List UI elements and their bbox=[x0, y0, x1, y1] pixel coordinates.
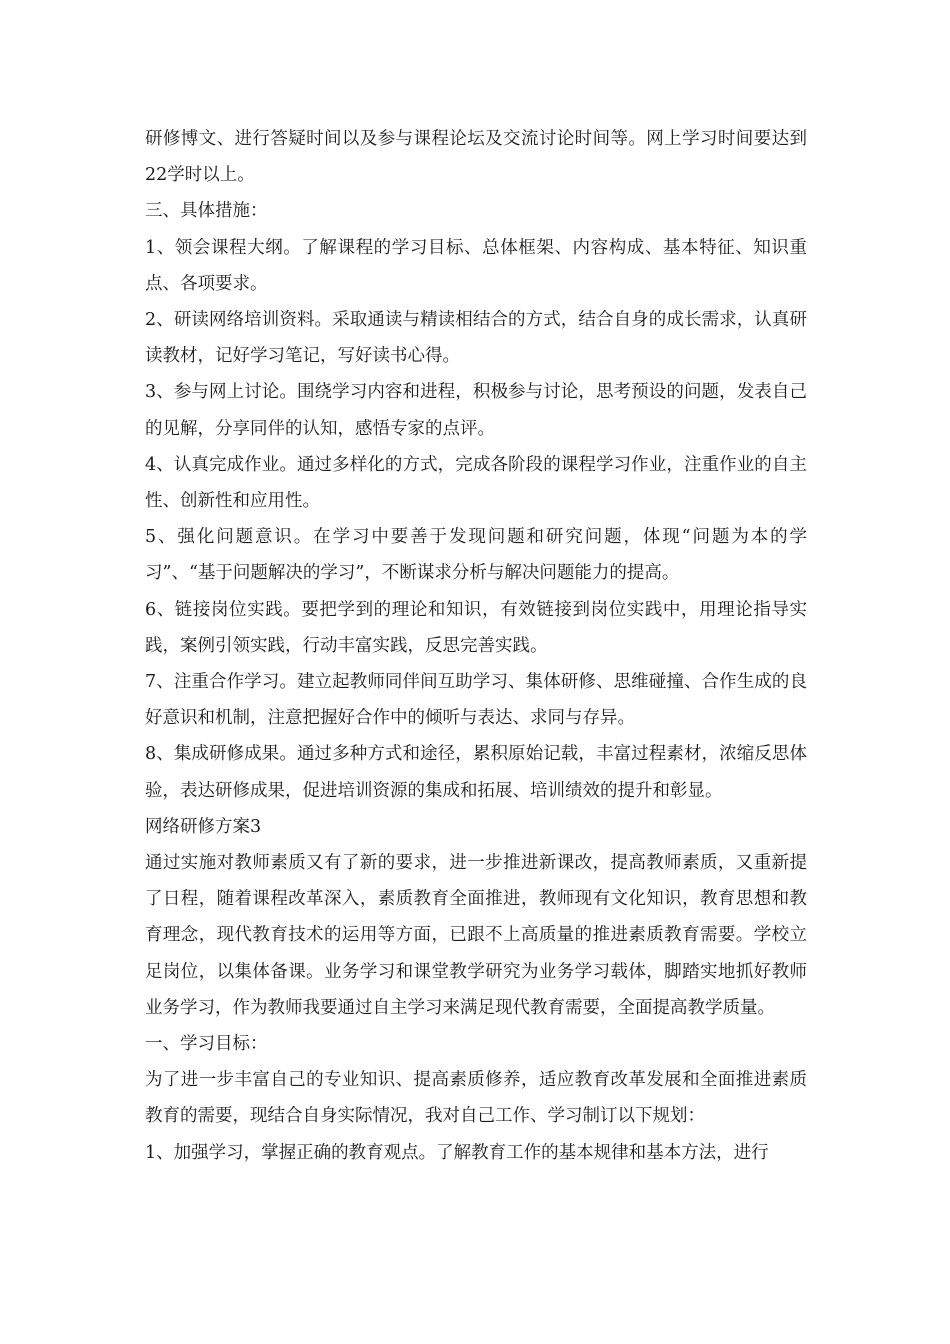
list-item: 2、研读网络培训资料。采取通读与精读相结合的方式，结合自身的成长需求，认真研读教材，记好学习笔记，写好读书心得。 bbox=[145, 310, 807, 367]
list-item: 5、强化问题意识。在学习中要善于发现问题和研究问题，体现“问题为本的学习”、“基于问题解决的学习”，不断谋求分析与解决问题能力的提高。 bbox=[145, 527, 807, 584]
section-heading: 一、学习目标： bbox=[145, 1034, 268, 1055]
list-item: 8、集成研修成果。通过多种方式和途径，累积原始记载，丰富过程素材，浓缩反思体验，表达研修成果，促进培训资源的集成和拓展、培训绩效的提升和彰显。 bbox=[145, 744, 807, 801]
paragraph: 为了进一步丰富自己的专业知识、提高素质修养，适应教育改革发展和全面推进素质教育的需要，现结合自身实际情况，我对自己工作、学习制订以下规划： bbox=[145, 1070, 807, 1127]
list-item: 7、注重合作学习。建立起教师同伴间互助学习、集体研修、思维碰撞、合作生成的良好意识和机制，注意把握好合作中的倾听与表达、求同与存异。 bbox=[145, 672, 807, 729]
document-body bbox=[145, 121, 807, 1171]
list-item: 6、链接岗位实践。要把学到的理论和知识，有效链接到岗位实践中，用理论指导实践，案例引领实践，行动丰富实践，反思完善实践。 bbox=[145, 599, 807, 656]
section-heading: 三、具体措施： bbox=[145, 201, 268, 222]
list-item: 4、认真完成作业。通过多样化的方式，完成各阶段的课程学习作业，注重作业的自主性、创新性和应用性。 bbox=[145, 454, 807, 512]
paragraph: 通过实施对教师素质又有了新的要求，进一步推进新课改，提高教师素质，又重新提了日程，随着课程改革深入，素质教育全面推进，教师现有文化知识，教育思想和教育理念，现代教育技术的运用等方面，已跟不上高质量的推进素质教育需要。学校立足岗位，以集体备课。业务学习和课堂教学研究为业务学习载体，脚踏实地抓好教师业务学习，作为教师我要通过自主学习来满足现代教育需要，全面提高教学质量。 bbox=[145, 853, 807, 1018]
paragraph: 研修博文、进行答疑时间以及参与课程论坛及交流讨论时间等。网上学习时间要达到22学时以上。 bbox=[145, 129, 807, 186]
document-title: 网络研修方案3 bbox=[145, 816, 262, 837]
list-item: 1、加强学习，掌握正确的教育观点。了解教育工作的基本规律和基本方法，进行 bbox=[145, 1142, 769, 1163]
list-item: 3、参与网上讨论。围绕学习内容和进程，积极参与讨论，思考预设的问题，发表自己的见解，分享同伴的认知，感悟专家的点评。 bbox=[145, 382, 807, 439]
list-item: 1、领会课程大纲。了解课程的学习目标、总体框架、内容构成、基本特征、知识重点、各项要求。 bbox=[145, 237, 807, 294]
